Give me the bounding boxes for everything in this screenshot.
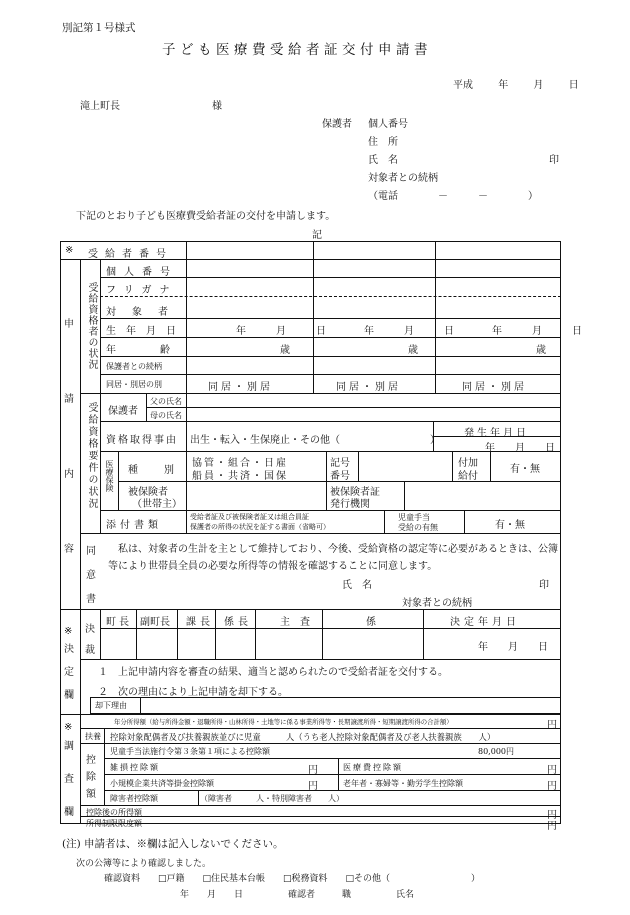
stamp-sub-chief: 係長 — [224, 617, 252, 628]
limit-label: 所得制限限度額 — [86, 819, 142, 828]
after-deduct-yen: 円 — [547, 810, 557, 821]
consent-char1: 同 — [86, 546, 96, 557]
decision-char2: 定 — [64, 667, 74, 678]
dependents-label: 扶養 — [85, 732, 101, 741]
applicant-name-label: 氏 名 — [368, 155, 398, 166]
medical-label: 医療費控除額 — [343, 763, 403, 772]
widow-label: 老年者・寡婦等・勤労学生控除額 — [343, 779, 463, 788]
small-biz-yen: 円 — [308, 781, 318, 792]
deduct-allowance-label: 児童手当法施行令第３条第１項による控除額 — [110, 747, 270, 756]
row-target-label: 対象者 — [106, 307, 184, 318]
attach-label: 添付書類 — [106, 520, 162, 531]
reason-label: 資格取得事由 — [106, 435, 178, 446]
group-req-label: 受給資格要件の状況 — [86, 402, 97, 510]
mother-label: 母の氏名 — [150, 411, 182, 420]
benefit-value: 有・無 — [510, 464, 540, 475]
consent-relation-label: 対象者との続柄 — [402, 598, 472, 609]
consent-name-label: 氏名 — [342, 580, 382, 591]
widow-yen: 円 — [547, 781, 557, 792]
small-biz-label: 小規模企業共済等掛金控除額 — [110, 779, 214, 788]
decision-marker: ※ — [64, 626, 73, 637]
kind-label: 種 別 — [128, 465, 176, 476]
age-value-3: 歳 — [536, 345, 546, 356]
reject-reason-row — [90, 697, 561, 714]
decision-date-label: 決定年月日 — [450, 617, 520, 628]
deduct-char3: 額 — [86, 789, 96, 800]
decision-date-value: 年 月 日 — [478, 642, 548, 653]
date-day: 日 — [568, 80, 579, 91]
kessai-char2: 裁 — [85, 645, 95, 656]
ki-mark: 記 — [312, 230, 322, 241]
insurance-label: 医療保険 — [105, 460, 114, 492]
stamp-clerk: 係 — [366, 617, 376, 628]
age-value-1: 歳 — [280, 345, 290, 356]
applicant-relation-label: 対象者との続柄 — [368, 173, 438, 184]
deduct-char2: 除 — [86, 772, 96, 783]
deduct-allowance-value: 80,000円 — [478, 747, 514, 756]
section-apply-char2: 請 — [64, 394, 74, 405]
limit-yen: 円 — [547, 821, 557, 832]
income-yen: 円 — [547, 720, 557, 731]
form-number: 別記第１号様式 — [62, 22, 136, 34]
date-year: 年 — [498, 80, 509, 91]
honorific: 様 — [212, 101, 222, 112]
decision-item-2: ２ 次の理由により上記申請を却下する。 — [98, 687, 288, 698]
kessai-char1: 決 — [85, 624, 95, 635]
attach-line1: 受給者証及び被保険者証又は組合員証 — [190, 513, 309, 521]
footer-note: (注) 申請者は、※欄は記入しないでください。 — [62, 838, 284, 850]
birth-value-2: 年 月 日 — [364, 326, 454, 337]
row-birth-label: 生年月日 — [106, 326, 186, 337]
reason-value: 出生・転入・生保廃止・その他（ ） — [190, 435, 440, 446]
kind-row1: 協管・組合・日雇 — [192, 458, 288, 469]
recipient-number-label: 受給者番号 — [88, 249, 173, 260]
issuer-sub: 発行機関 — [330, 499, 370, 510]
consent-char2: 意 — [86, 570, 96, 581]
father-label: 父の氏名 — [150, 397, 182, 406]
survey-marker: ※ — [64, 722, 73, 733]
dependents-value: 控除対象配偶者及び扶養親族並びに児童 人（うち老人控除対象配偶者及び老人扶養親族 人） — [110, 732, 496, 742]
group-status-label: 受給資格者の状況 — [86, 282, 97, 370]
addressee: 滝上町長 — [80, 101, 120, 112]
footer-confirm: 次の公簿等により確認しました。 — [76, 859, 212, 869]
insured-label: 被保険者 — [128, 487, 168, 498]
cohab-value-1: 同居・別居 — [208, 382, 273, 393]
medical-yen: 円 — [547, 765, 557, 776]
date-month: 月 — [533, 80, 544, 91]
footer-sign: 年 月 日 確認者 職 氏名 — [180, 890, 415, 900]
benefit-label-1: 付加 — [458, 458, 478, 469]
reject-reason-label: 却下理由 — [95, 701, 127, 710]
misc-loss-yen: 円 — [308, 765, 318, 776]
misc-loss-label: 雑損控除額 — [110, 763, 160, 772]
applicant-seal: 印 — [549, 155, 559, 166]
consent-char3: 書 — [86, 594, 96, 605]
birth-value-1: 年 月 日 — [236, 326, 326, 337]
survey-char3: 欄 — [64, 807, 74, 818]
decision-char3: 欄 — [64, 690, 74, 701]
kind-row2: 船員・共済・国保 — [192, 471, 288, 482]
disabled-value: （障害者 人・特別障害者 人） — [200, 794, 344, 803]
code-label: 記号 — [330, 458, 350, 469]
attach-line2: 保護者の所得の状況を証する書面（省略可） — [190, 523, 330, 531]
row-furigana-label: フリガナ — [106, 285, 178, 296]
stamp-section-chief: 課長 — [186, 617, 214, 628]
stamp-chief-clerk: 主査 — [280, 617, 320, 628]
decision-char1: 決 — [64, 644, 74, 655]
row-id-label: 個人番号 — [106, 267, 178, 278]
allowance-line2: 受給の有無 — [398, 523, 438, 532]
stamp-vice-mayor: 副町長 — [140, 617, 170, 628]
applicant-address-label: 住 所 — [368, 137, 398, 148]
insured-sub: （世帯主） — [132, 499, 182, 510]
disabled-label: 障害者控除額 — [110, 794, 158, 803]
consent-text-1: 私は、対象者の生計を主として維持しており、今後、受給資格の認定等に必要があるときは、公簿 — [118, 544, 558, 555]
issuer-label: 被保険者証 — [330, 487, 380, 498]
cohab-value-3: 同居・別居 — [462, 382, 527, 393]
row-age-label: 年齢 — [106, 345, 214, 356]
section-apply-char4: 容 — [64, 544, 74, 555]
recipient-marker: ※ — [65, 245, 74, 256]
deduct-char1: 控 — [86, 755, 96, 766]
survey-char1: 調 — [64, 741, 74, 752]
income-label: 年分所得額（給与所得金額・退職所得・山林所得・土地等に係る事業所得等・長期譲渡所得・短期譲渡所得の合計額） — [114, 718, 453, 726]
row-relation-label: 保護者との続柄 — [106, 362, 162, 371]
stamp-mayor: 町長 — [106, 617, 132, 628]
applicant-phone: （電話 － － ） — [368, 191, 538, 202]
footer-checklist: 確認資料 □戸籍 □住民基本台帳 □税務資料 □その他（ ） — [104, 874, 481, 884]
birth-value-3: 年 月 日 — [492, 326, 582, 337]
survey-char2: 査 — [64, 774, 74, 785]
after-deduct-label: 控除後の所得額 — [86, 808, 142, 817]
section-apply-char1: 申 — [64, 319, 74, 330]
date-line — [453, 76, 579, 91]
benefit-label-2: 給付 — [458, 471, 478, 482]
applicant-id-label: 個人番号 — [368, 119, 408, 130]
consent-text-2: 等により世帯員全員の必要な所得等の情報を確認することに同意します。 — [108, 561, 438, 572]
birth-date-label: 発生年月日 — [464, 428, 529, 439]
birth-date-value: 年 月 日 — [485, 443, 555, 454]
cohab-value-2: 同居・別居 — [336, 382, 401, 393]
intro-text: 下記のとおり子ども医療費受給者証の交付を申請します。 — [76, 211, 336, 222]
guardian-label: 保護者 — [108, 406, 138, 417]
decision-item-1: １ 上記申請内容を審査の結果、適当と認められたので受給者証を交付する。 — [98, 667, 448, 678]
page-title: 子ども医療費受給者証交付申請書 — [162, 42, 432, 58]
row-cohab-label: 同居・別居の別 — [106, 380, 162, 389]
applicant-role: 保護者 — [322, 119, 352, 130]
num-label: 番号 — [330, 471, 350, 482]
allowance-value: 有・無 — [495, 520, 525, 531]
consent-seal: 印 — [539, 580, 549, 591]
allowance-line1: 児童手当 — [398, 513, 430, 522]
age-value-2: 歳 — [408, 345, 418, 356]
date-era: 平成 — [453, 80, 473, 91]
section-apply-char3: 内 — [64, 469, 74, 480]
